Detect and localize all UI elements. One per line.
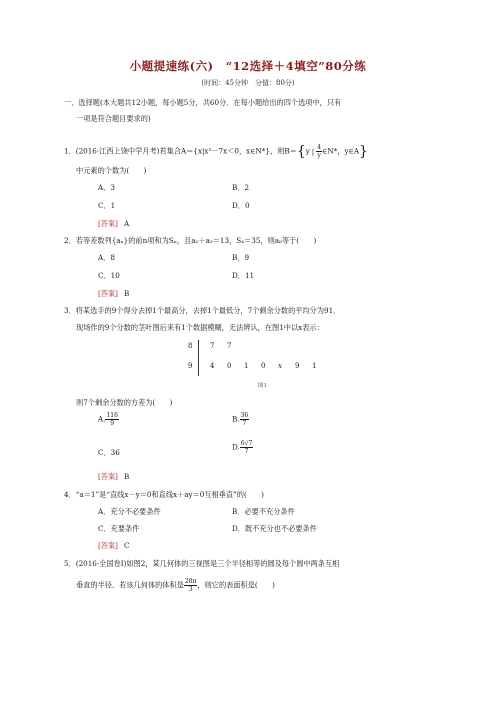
q3-option-d-num: 6√7 [240,440,253,447]
q5-line2-text-a: 垂直的半径．若该几何体的体积是 [76,580,184,590]
q1-answer [98,219,129,229]
q2-option-c: C．10 [98,271,120,280]
q5-fraction [184,578,198,593]
q2-option-a: A．8 [98,253,115,262]
section-intro-line1: 一、选择题(本大题共12小题，每小题5分，共60分．在每小题给出的四个选项中，只有 [64,98,342,107]
q3-option-d-den: 7 [244,448,249,455]
leaf-9-6: 9 [295,362,300,370]
q3-option-b [232,412,249,427]
q2-answer-value: B [123,289,130,298]
q3-option-b-label: B. [232,414,240,424]
section-intro-line2: 一项是符合题目要求的) [76,114,151,123]
stem-9: 9 [188,362,193,370]
q1-option-c: C．1 [98,201,116,210]
q1-stem [64,144,368,159]
leaf-9-7: 1 [312,362,317,370]
q5-line2-text-b: ，则它的表面积是( ) [197,580,275,590]
q5-line1: 5．(2016·全国卷Ⅰ)如图2，某几何体的三视图是三个半径相等的圆及每个圆中两条互相 [64,559,340,568]
q1-set-bar: | [311,146,315,156]
q3-option-a-num: 116 [106,412,118,419]
q3-line2: 现场作的9个分数的茎叶图后来有1个数据模糊，无法辨认，在图1中以x表示： [76,323,324,332]
q3-option-a [98,412,119,427]
q1-answer-label: [答案] [98,219,118,228]
leaf-9-2: 0 [227,362,232,370]
leaf-9-4: 0 [261,362,266,370]
q3-option-b-den: 7 [242,420,247,427]
q3-answer [98,472,129,482]
q1-close-brace: } [359,143,368,160]
q5-frac-den: 3 [188,586,193,593]
q1-frac-num: 4 [317,144,322,151]
q1-stem-text: 1．(2016·江西上饶中学月考)若集合A＝{x|x²－7x＜0，x∈N*}，则B＝ [64,146,297,156]
q3-question: 则7个剩余分数的方差为( ) [76,398,173,407]
q3-option-d-label: D. [232,442,240,452]
q4-answer-label: [答案] [98,541,118,550]
figure-1-caption: 图1 [258,383,267,389]
leaf-9-1: 4 [210,362,215,370]
q4-answer-value: C [123,541,130,550]
q1-frac-den: y [317,152,321,159]
page-title: 小题提速练(六) “12选择＋4填空”80分练 [129,59,367,73]
q3-answer-value: B [123,472,130,481]
q1-line2: 中元素的个数为( ) [76,166,147,175]
q1-option-b: B．2 [232,183,250,192]
stem-8: 8 [188,342,193,350]
q5-line2 [76,578,275,593]
q2-option-b: B．9 [232,253,250,262]
page-subtitle: (时间：45分钟 分值：80分) [201,79,295,87]
leaf-8-1: 7 [210,342,215,350]
q3-answer-label: [答案] [98,472,118,481]
stem-leaf-divider [198,340,199,376]
q1-set-rest: ∈N*，y∈A [322,146,360,156]
q1-answer-value: A [123,219,130,228]
q3-line1: 3．将某选手的9个得分去掉1个最高分，去掉1个最低分，7个剩余分数的平均分为91． [64,306,341,315]
q3-option-b-fraction [240,412,250,427]
q1-set-y: y [305,146,310,156]
q5-frac-num: 28π [184,578,197,585]
q3-option-d [232,440,253,455]
q2-option-d: D．11 [232,271,255,280]
q4-option-b: B．必要不充分条件 [232,507,295,516]
q4-option-d: D．既不充分也不必要条件 [232,524,317,533]
q2-stem: 2．若等差数列{aₙ}的前n项和为Sₙ，且a₂＋a₃＝13，S₄＝35，则a₈等于( ) [64,236,317,245]
leaf-9-5: x [278,362,282,370]
q2-answer [98,289,129,299]
q4-option-c: C．充要条件 [98,524,140,533]
leaf-9-3: 1 [244,362,249,370]
q3-option-a-fraction [105,412,118,427]
leaf-8-2: 7 [227,342,232,350]
q1-option-d: D．0 [232,201,250,210]
q4-option-a: A．充分不必要条件 [98,507,161,516]
q4-answer [98,541,129,551]
q4-stem: 4．“a＝1”是“直线x－y＝0和直线x＋ay＝0互相垂直”的( ) [64,490,264,499]
q3-option-b-num: 36 [240,412,249,419]
q3-option-a-label: A. [98,414,106,424]
q2-answer-label: [答案] [98,289,118,298]
q3-option-a-den: 9 [110,420,115,427]
q3-option-c: C．36 [98,448,120,457]
q3-option-d-fraction [240,440,253,455]
q1-open-brace: { [296,143,306,160]
q1-option-a: A．3 [98,183,115,192]
